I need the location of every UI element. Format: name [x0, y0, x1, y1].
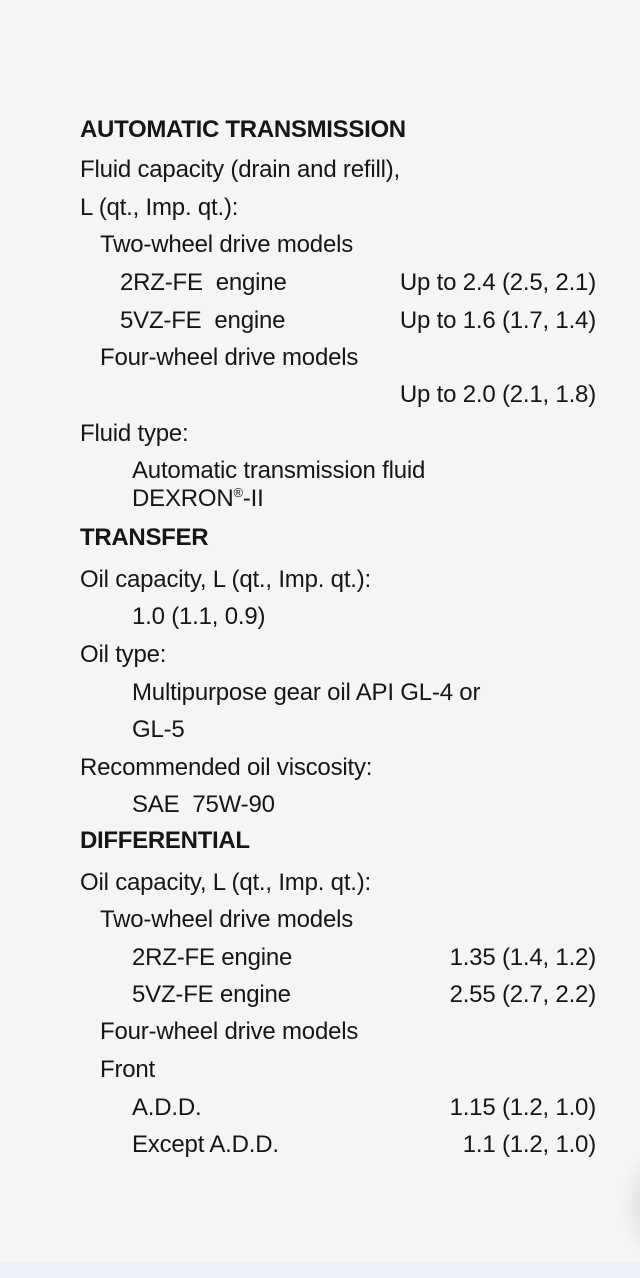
differential-except-add-label: Except A.D.D.: [132, 1131, 279, 1158]
differential-2rz-engine-value: 1.35 (1.4, 1.2): [449, 944, 596, 971]
differential-front-label: Front: [100, 1056, 156, 1083]
differential-add-label: A.D.D.: [132, 1094, 202, 1121]
at-four-wheel-value: Up to 2.0 (2.1, 1.8): [399, 381, 596, 408]
at-four-wheel-label: Four-wheel drive models: [100, 344, 359, 371]
at-capacity-label-line1: Fluid capacity (drain and refill),: [80, 156, 401, 183]
transfer-viscosity-value: SAE 75W-90: [132, 791, 275, 818]
differential-2rz-engine-label: 2RZ-FE engine: [132, 944, 293, 971]
transfer-viscosity-label: Recommended oil viscosity:: [80, 754, 373, 781]
transfer-oil-type-label: Oil type:: [80, 641, 167, 668]
differential-5vz-engine-label: 5VZ-FE engine: [132, 981, 291, 1008]
transfer-capacity-value: 1.0 (1.1, 0.9): [132, 603, 266, 630]
dexron-brand: DEXRON: [132, 485, 234, 512]
at-capacity-label-line2: L (qt., Imp. qt.):: [80, 194, 239, 221]
transfer-oil-type-line1: Multipurpose gear oil API GL-4 or: [132, 679, 481, 706]
at-2rz-engine-value: Up to 2.4 (2.5, 2.1): [399, 269, 596, 296]
differential-except-add-value: 1.1 (1.2, 1.0): [462, 1131, 596, 1158]
dexron-suffix: -II: [242, 485, 264, 512]
differential-5vz-engine-value: 2.55 (2.7, 2.2): [449, 981, 596, 1008]
transfer-oil-type-line2: GL-5: [132, 716, 185, 743]
differential-four-wheel-label: Four-wheel drive models: [100, 1018, 359, 1045]
at-5vz-engine-label: 5VZ-FE engine: [120, 307, 286, 334]
automatic-transmission-heading: AUTOMATIC TRANSMISSION: [80, 116, 406, 143]
at-two-wheel-label: Two-wheel drive models: [100, 231, 354, 258]
differential-heading: DIFFERENTIAL: [80, 827, 250, 854]
differential-capacity-label: Oil capacity, L (qt., Imp. qt.):: [80, 869, 372, 896]
transfer-capacity-label: Oil capacity, L (qt., Imp. qt.):: [80, 566, 372, 593]
at-fluid-type-line1: Automatic transmission fluid: [132, 457, 426, 484]
differential-add-value: 1.15 (1.2, 1.0): [449, 1094, 596, 1121]
at-fluid-type-line2: [132, 484, 264, 514]
bottom-band: [0, 1262, 640, 1278]
at-5vz-engine-value: Up to 1.6 (1.7, 1.4): [399, 307, 596, 334]
transfer-heading: TRANSFER: [80, 524, 209, 551]
page-edge-shadow: [620, 1150, 640, 1260]
registered-mark: ®: [233, 485, 243, 500]
at-fluid-type-label: Fluid type:: [80, 420, 189, 447]
differential-two-wheel-label: Two-wheel drive models: [100, 906, 354, 933]
at-2rz-engine-label: 2RZ-FE engine: [120, 269, 287, 296]
